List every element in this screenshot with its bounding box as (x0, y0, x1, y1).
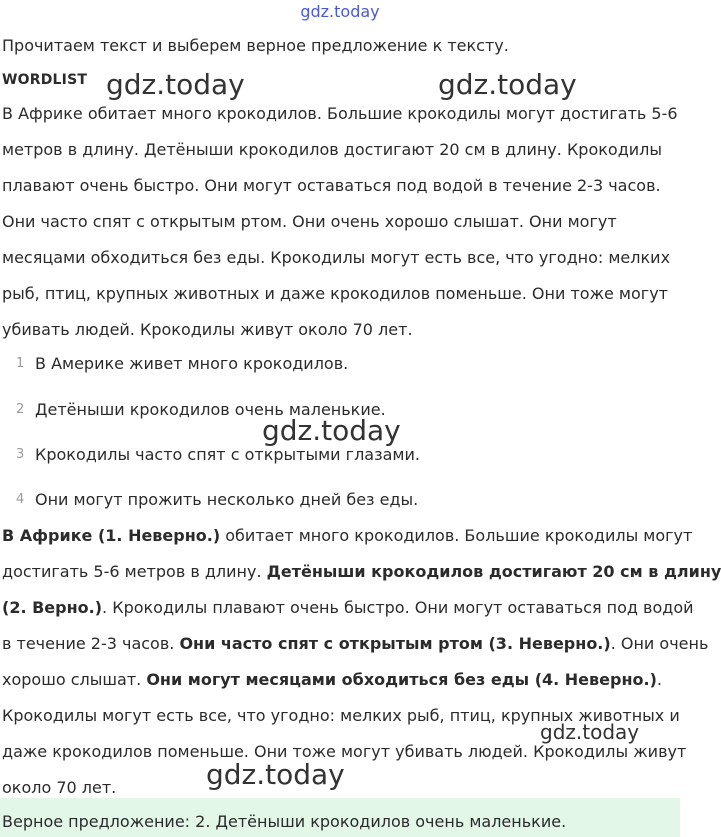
analysis-plain: достигать 5-6 метров в длину. (2, 562, 267, 581)
answer-text: Верное предложение: 2. Детёныши крокодилов очень маленькие. (2, 812, 567, 831)
analysis-bold: В Африке (1. Неверно.) (2, 526, 221, 545)
watermark: gdz.today (540, 720, 640, 744)
analysis-line (2, 562, 721, 581)
watermark: gdz.today (106, 68, 245, 101)
analysis-plain: обитает много крокодилов. Большие крокодилы могут (220, 526, 693, 545)
analysis-bold: (2. Верно.) (2, 598, 103, 617)
analysis-bold: Детёныши крокодилов достигают 20 см в длину (266, 562, 721, 581)
analysis-line (2, 598, 694, 617)
analysis-line (2, 670, 662, 689)
text-line: рыб, птиц, крупных животных и даже крокодилов поменьше. Они тоже могут (2, 284, 668, 303)
analysis-plain: . (656, 670, 662, 689)
option-number: 1 (16, 356, 25, 371)
analysis-plain: . Они очень (610, 634, 709, 653)
option-number: 4 (16, 492, 25, 507)
analysis-line (2, 526, 692, 545)
analysis-line: около 70 лет. (2, 778, 117, 797)
instruction-text: Прочитаем текст и выберем верное предложение к тексту. (2, 36, 509, 55)
analysis-plain: хорошо слышат. (2, 670, 147, 689)
option-text: Детёныши крокодилов очень маленькие. (35, 400, 386, 419)
option-number: 2 (16, 402, 25, 417)
wordlist-label: WORDLIST (2, 72, 88, 88)
text-line: В Африке обитает много крокодилов. Большие крокодилы могут достигать 5-6 (2, 104, 678, 123)
analysis-line: даже крокодилов поменьше. Они тоже могут убивать людей. Крокодилы живут (2, 742, 687, 761)
option-text: В Америке живет много крокодилов. (35, 354, 349, 373)
text-line: месяцами обходиться без еды. Крокодилы могут есть все, что угодно: мелких (2, 248, 671, 267)
option-number: 3 (16, 447, 25, 462)
analysis-plain: в течение 2-3 часов. (2, 634, 180, 653)
watermark: gdz.today (262, 414, 401, 447)
option-text: Крокодилы часто спят с открытыми глазами. (35, 445, 420, 464)
analysis-line: Крокодилы могут есть все, что угодно: мелких рыб, птиц, крупных животных и (2, 706, 680, 725)
watermark: gdz.today (206, 758, 345, 791)
watermark-top: gdz.today (300, 2, 380, 21)
text-line: плавают очень быстро. Они могут оставаться под водой в течение 2-3 часов. (2, 176, 661, 195)
text-line: убивать людей. Крокодилы живут около 70 лет. (2, 320, 413, 339)
analysis-plain: . Крокодилы плавают очень быстро. Они могут оставаться под водой (102, 598, 694, 617)
watermark: gdz.today (438, 68, 577, 101)
option-text: Они могут прожить несколько дней без еды. (35, 490, 419, 509)
analysis-bold: Они могут месяцами обходиться без еды (4. Неверно.) (146, 670, 657, 689)
analysis-line (2, 634, 708, 653)
text-line: Они часто спят с открытым ртом. Они очень хорошо слышат. Они могут (2, 212, 617, 231)
text-line: метров в длину. Детёныши крокодилов достигают 20 см в длину. Крокодилы (2, 140, 663, 159)
analysis-bold: Они часто спят с открытым ртом (3. Неверно.) (179, 634, 611, 653)
